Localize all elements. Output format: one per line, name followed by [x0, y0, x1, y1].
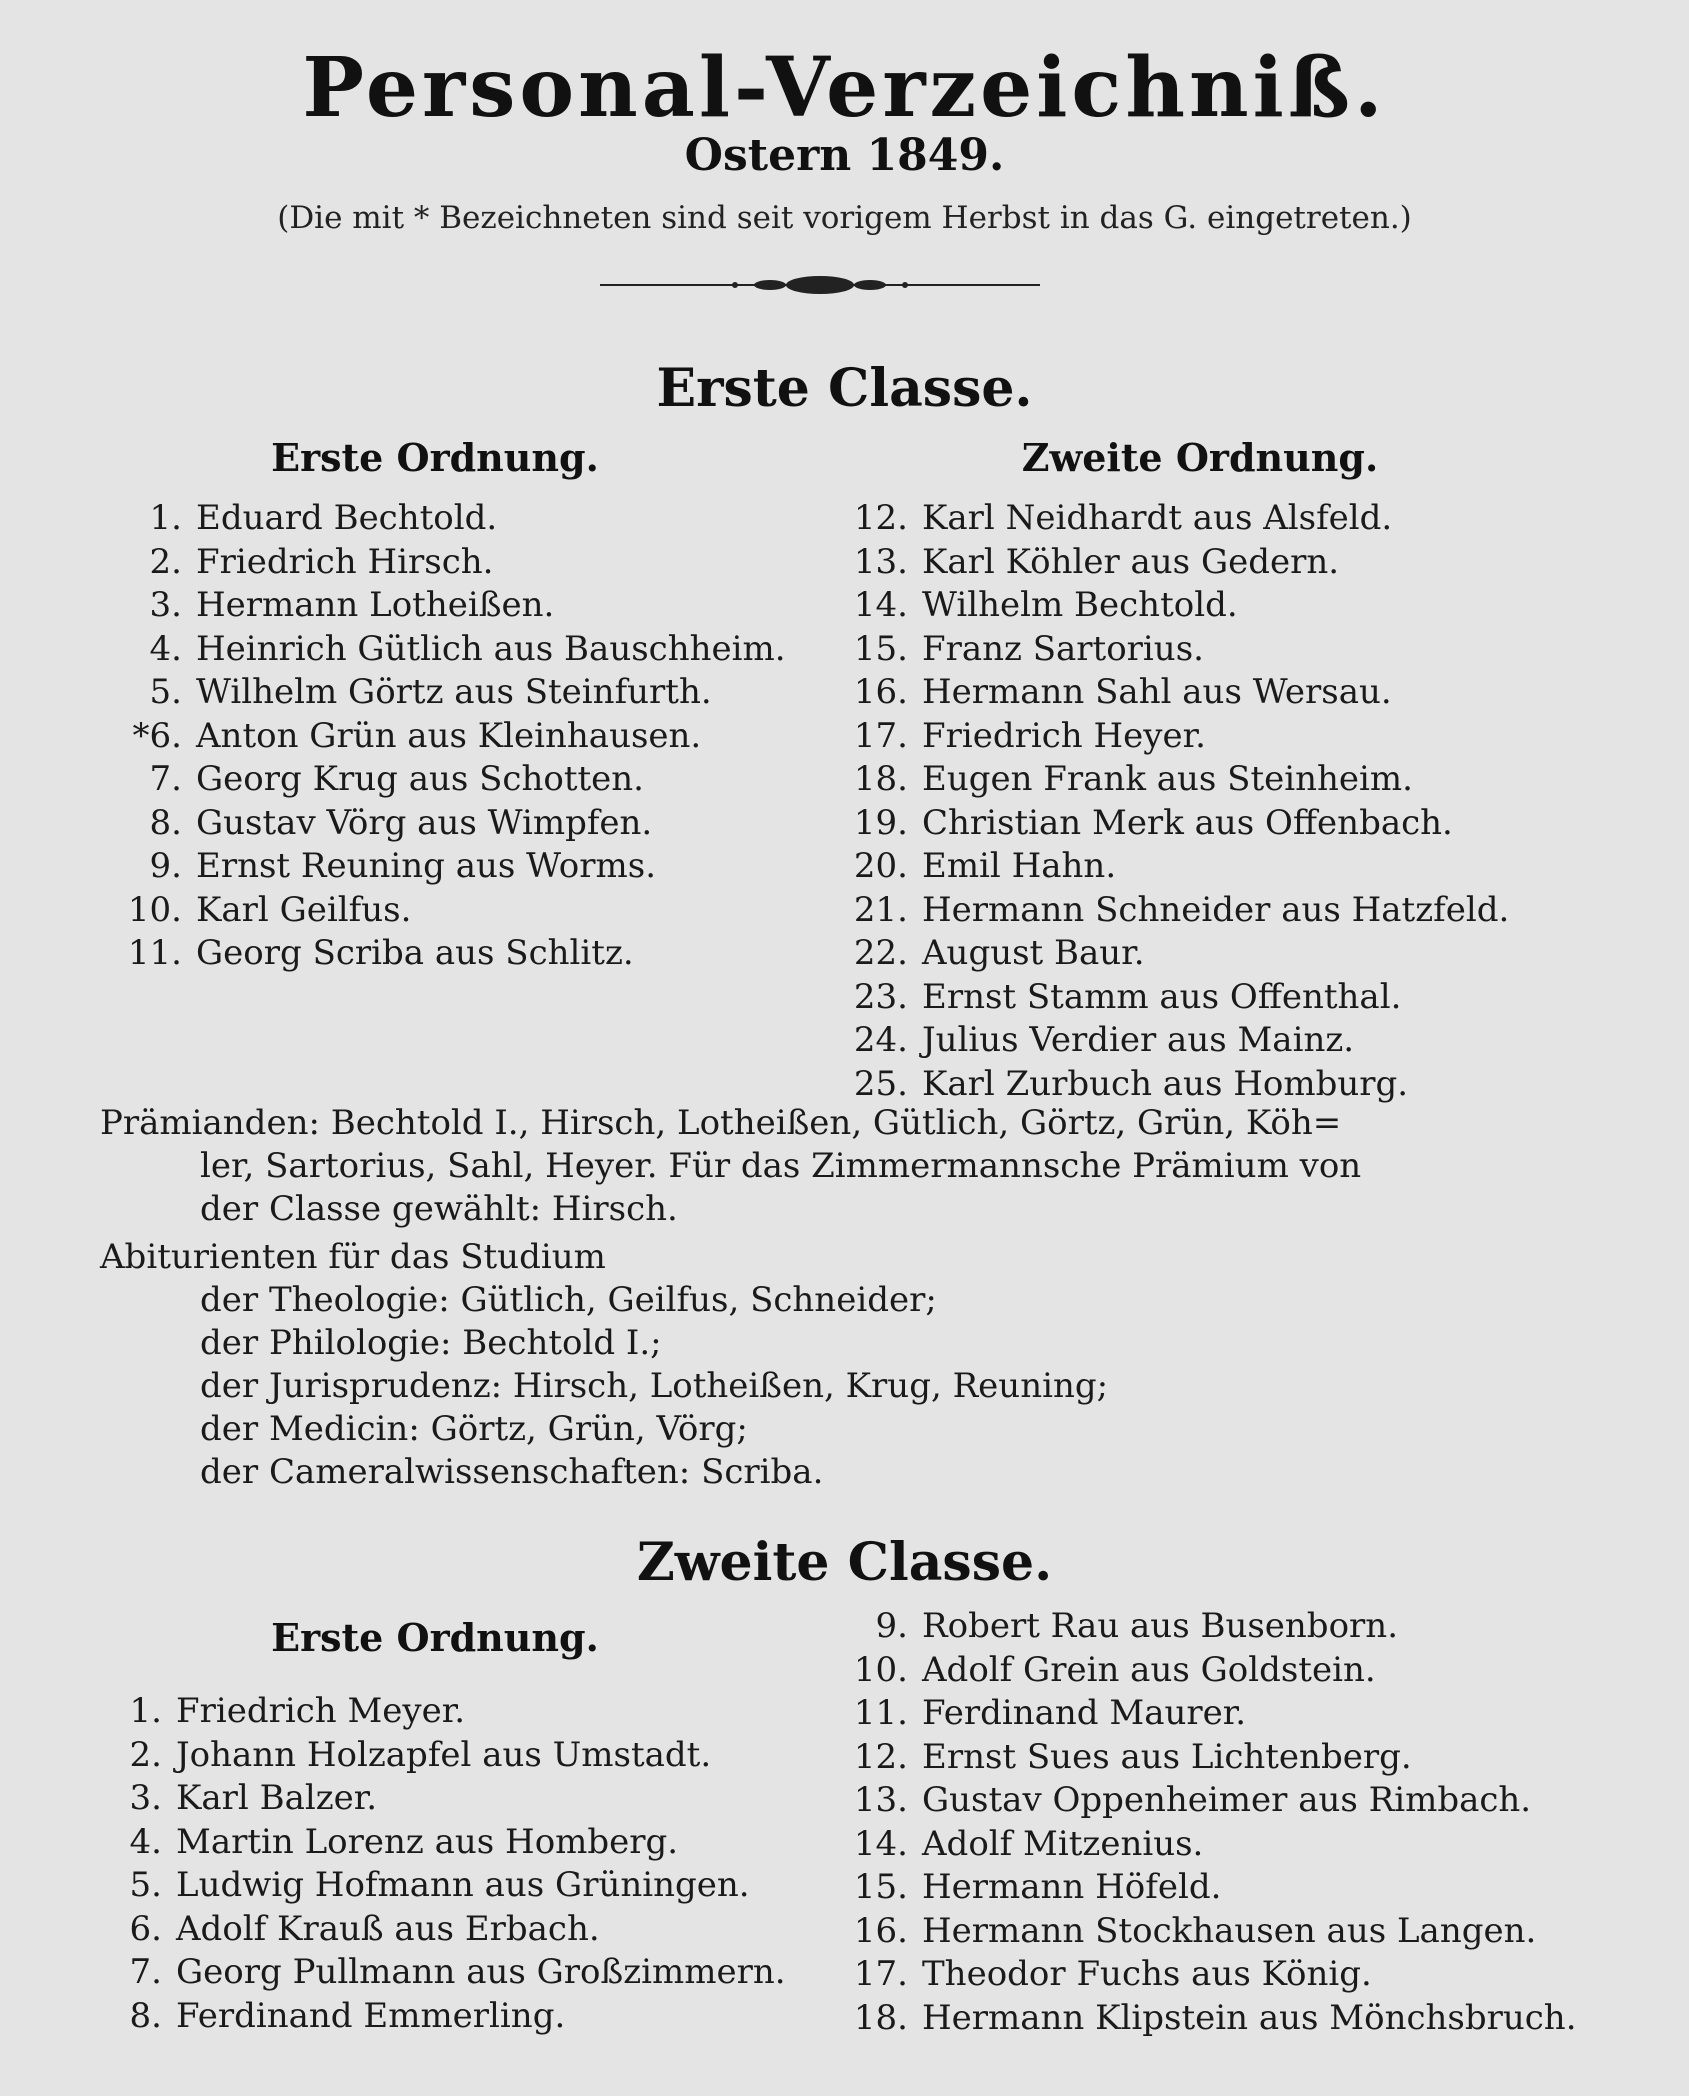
student-name: Robert Rau aus Busenborn.	[922, 1606, 1398, 1646]
list-number: 14.	[853, 585, 908, 625]
list-number: 1.	[149, 498, 182, 538]
list-number: 5.	[149, 672, 182, 712]
list-number: 11.	[853, 1693, 908, 1733]
list-number: 15.	[853, 628, 908, 669]
section-heading-erste-classe: Erste Classe.	[656, 358, 1033, 419]
list-item	[100, 671, 800, 715]
abiturienten-line: der Philologie: Bechtold I.;	[200, 1323, 662, 1363]
student-name: Julius Verdier aus Mainz.	[922, 1020, 1355, 1060]
student-name: Johann Holzapfel aus Umstadt.	[176, 1734, 712, 1775]
list-item	[100, 1908, 820, 1952]
student-name: Georg Krug aus Schotten.	[196, 759, 644, 799]
list-number: 23.	[853, 976, 908, 1017]
list-item	[100, 1777, 820, 1821]
abiturienten-line: der Jurisprudenz: Hirsch, Lotheißen, Krug, Reuning;	[200, 1366, 1109, 1406]
zweite-classe-col1-list	[100, 1690, 820, 2038]
student-name: Franz Sartorius.	[922, 628, 1204, 669]
student-name: Christian Merk aus Offenbach.	[922, 802, 1453, 843]
list-number: 8.	[129, 1995, 162, 2036]
list-item	[840, 802, 1600, 846]
student-name: Ernst Reuning aus Worms.	[196, 846, 657, 886]
list-number: 14.	[853, 1823, 908, 1864]
list-item	[100, 1690, 820, 1734]
list-number: 17.	[853, 715, 908, 756]
erste-classe-col2-list	[840, 497, 1600, 1106]
student-name: Friedrich Hirsch.	[196, 541, 494, 582]
student-name: Ernst Stamm aus Offenthal.	[922, 976, 1402, 1017]
list-item	[100, 541, 800, 585]
list-item	[840, 1910, 1640, 1954]
list-number: 7.	[149, 759, 182, 799]
student-name: Eduard Bechtold.	[196, 498, 498, 538]
list-number: 24.	[853, 1020, 908, 1060]
list-item	[840, 932, 1600, 976]
list-item	[100, 1734, 820, 1778]
list-item	[840, 1063, 1600, 1107]
list-item	[840, 671, 1600, 715]
list-item	[840, 584, 1600, 628]
list-number: 20.	[853, 846, 908, 886]
abiturienten-intro: Abiturienten für das Studium	[100, 1237, 606, 1277]
student-name: Adolf Mitzenius.	[922, 1823, 1204, 1864]
erste-classe-col2-heading: Zweite Ordnung.	[1021, 435, 1379, 480]
list-number: 1.	[129, 1691, 162, 1731]
list-number: 6.	[129, 1908, 162, 1949]
student-name: Wilhelm Görtz aus Steinfurth.	[196, 672, 712, 712]
list-item	[840, 1692, 1640, 1736]
student-name: Hermann Stockhausen aus Langen.	[922, 1910, 1537, 1951]
list-item	[100, 1995, 820, 2039]
student-name: Adolf Krauß aus Erbach.	[176, 1908, 600, 1949]
list-item	[840, 1019, 1600, 1063]
ornament-divider	[600, 272, 1040, 298]
praemianden-block	[100, 1102, 1600, 1231]
student-name: Wilhelm Bechtold.	[922, 585, 1238, 625]
list-number: 15.	[853, 1867, 908, 1907]
list-item	[840, 1866, 1640, 1910]
list-item	[840, 1736, 1640, 1780]
list-item	[840, 889, 1600, 933]
list-number: 22.	[853, 933, 908, 973]
student-name: Theodor Fuchs aus König.	[922, 1954, 1372, 1994]
student-name: Anton Grün aus Kleinhausen.	[196, 715, 702, 756]
list-item	[840, 715, 1600, 759]
erste-classe-col1-list	[100, 497, 800, 976]
list-item	[840, 1997, 1640, 2041]
list-number: 3.	[129, 1778, 162, 1818]
list-number: 13.	[853, 541, 908, 582]
list-number: 10.	[127, 889, 182, 930]
list-item	[840, 497, 1600, 541]
list-number: 10.	[853, 1649, 908, 1690]
list-item	[840, 1649, 1640, 1693]
student-name: Heinrich Gütlich aus Bauschheim.	[196, 628, 786, 669]
list-number: 25.	[853, 1063, 908, 1104]
list-item	[840, 1605, 1640, 1649]
list-item	[100, 1864, 820, 1908]
student-name: Gustav Oppenheimer aus Rimbach.	[922, 1780, 1532, 1820]
list-item	[840, 758, 1600, 802]
list-item	[840, 541, 1600, 585]
praemianden-line: ler, Sartorius, Sahl, Heyer. Für das Zimmermannsche Prämium von	[200, 1146, 1362, 1186]
list-number: 12.	[853, 1736, 908, 1777]
student-name: Hermann Klipstein aus Mönchsbruch.	[922, 1997, 1577, 2038]
list-number: 4.	[129, 1821, 162, 1862]
list-number: 2.	[129, 1734, 162, 1775]
student-name: Ludwig Hofmann aus Grüningen.	[176, 1865, 750, 1905]
abiturienten-line: der Theologie: Gütlich, Geilfus, Schneider;	[200, 1280, 937, 1320]
list-item	[100, 802, 800, 846]
list-item	[100, 889, 800, 933]
page-title: Personal-Verzeichniß.	[302, 40, 1387, 136]
list-number: 16.	[853, 672, 908, 712]
list-number: *6.	[132, 715, 182, 756]
student-name: Ferdinand Maurer.	[922, 1693, 1247, 1733]
list-number: 11.	[127, 933, 182, 973]
list-number: 16.	[853, 1910, 908, 1951]
list-number: 4.	[149, 628, 182, 669]
praemianden-line: Prämianden: Bechtold I., Hirsch, Lotheißen, Gütlich, Görtz, Grün, Köh=	[100, 1103, 1342, 1143]
list-item	[100, 758, 800, 802]
list-number: 19.	[853, 802, 908, 843]
student-name: Eugen Frank aus Steinheim.	[922, 759, 1413, 799]
student-name: Emil Hahn.	[922, 846, 1117, 886]
list-item	[100, 1951, 820, 1995]
list-number: 9.	[875, 1606, 908, 1646]
erste-classe-col1-heading: Erste Ordnung.	[271, 435, 599, 480]
list-item	[100, 715, 800, 759]
list-number: 18.	[853, 1997, 908, 2038]
list-item	[100, 932, 800, 976]
student-name: Karl Balzer.	[176, 1778, 378, 1818]
student-name: Hermann Lotheißen.	[196, 585, 555, 625]
student-name: Karl Zurbuch aus Homburg.	[922, 1063, 1409, 1104]
list-number: 21.	[853, 889, 908, 930]
section-heading-zweite-classe: Zweite Classe.	[636, 1532, 1053, 1593]
list-number: 17.	[853, 1954, 908, 1994]
praemianden-line: der Classe gewählt: Hirsch.	[200, 1189, 678, 1229]
list-number: 8.	[149, 802, 182, 843]
list-item	[100, 584, 800, 628]
student-name: Karl Neidhardt aus Alsfeld.	[922, 498, 1393, 538]
student-name: Friedrich Meyer.	[176, 1691, 466, 1731]
list-item	[840, 976, 1600, 1020]
student-name: Gustav Vörg aus Wimpfen.	[196, 802, 653, 843]
list-number: 5.	[129, 1865, 162, 1905]
page-subtitle: Ostern 1849.	[684, 130, 1005, 181]
page-note: (Die mit * Bezeichneten sind seit vorigem Herbst in das G. eingetreten.)	[277, 200, 1412, 236]
list-item	[840, 1779, 1640, 1823]
student-name: August Baur.	[922, 933, 1145, 973]
student-name: Georg Pullmann aus Großzimmern.	[176, 1952, 786, 1992]
zweite-classe-col1-heading: Erste Ordnung.	[271, 1615, 599, 1660]
student-name: Ferdinand Emmerling.	[176, 1995, 566, 2036]
list-item	[840, 628, 1600, 672]
list-item	[100, 1821, 820, 1865]
list-number: 7.	[129, 1952, 162, 1992]
student-name: Martin Lorenz aus Homberg.	[176, 1821, 679, 1862]
student-name: Hermann Sahl aus Wersau.	[922, 672, 1392, 712]
list-number: 3.	[149, 585, 182, 625]
list-item	[840, 845, 1600, 889]
abiturienten-line: der Medicin: Görtz, Grün, Vörg;	[200, 1409, 748, 1449]
student-name: Karl Köhler aus Gedern.	[922, 541, 1340, 582]
list-number: 18.	[853, 759, 908, 799]
list-item	[840, 1823, 1640, 1867]
list-number: 12.	[853, 498, 908, 538]
list-item	[100, 628, 800, 672]
student-name: Ernst Sues aus Lichtenberg.	[922, 1736, 1412, 1777]
student-name: Hermann Schneider aus Hatzfeld.	[922, 889, 1510, 930]
list-number: 2.	[149, 541, 182, 582]
list-number: 9.	[149, 846, 182, 886]
list-item	[100, 497, 800, 541]
student-name: Adolf Grein aus Goldstein.	[922, 1649, 1376, 1690]
abiturienten-line: der Cameralwissenschaften: Scriba.	[200, 1452, 824, 1492]
abiturienten-block	[100, 1236, 1600, 1494]
student-name: Karl Geilfus.	[196, 889, 412, 930]
list-number: 13.	[853, 1780, 908, 1820]
student-name: Hermann Höfeld.	[922, 1867, 1222, 1907]
zweite-classe-col2-list	[840, 1605, 1640, 2040]
list-item	[840, 1953, 1640, 1997]
list-item	[100, 845, 800, 889]
student-name: Friedrich Heyer.	[922, 715, 1206, 756]
student-name: Georg Scriba aus Schlitz.	[196, 933, 634, 973]
